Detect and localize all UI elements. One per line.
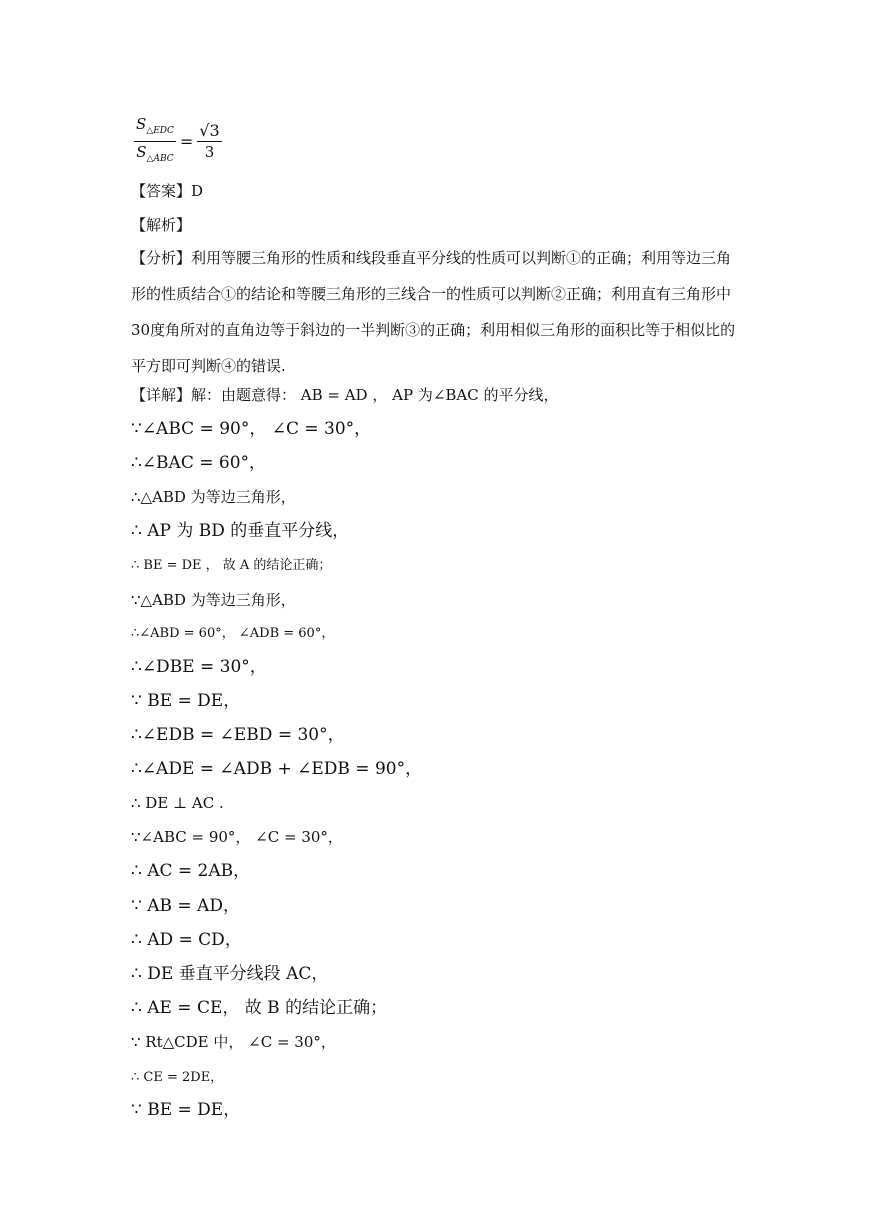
solution-line: ∵△ABD 为等边三角形， <box>131 591 296 609</box>
numerator-subscript: △EDC <box>146 126 174 136</box>
analysis-paragraph: 【分析】利用等腰三角形的性质和线段垂直平分线的性质可以判断①的正确；利用等边三角形的性质结合①的结论和等腰三角形的三线合一的性质可以判断②正确；利用直有三角形中30度角所对的直角边等于斜边的一半判断③的正确；利用相似三角形的面积比等于相似比的平方即可判断④的错误. <box>131 249 736 375</box>
solution-line: 【详解】解：由题意得： AB = AD ， AP 为∠BAC 的平分线， <box>131 386 559 404</box>
result-numerator: √3 <box>199 121 220 140</box>
area-ratio-formula <box>134 114 222 169</box>
result-fraction <box>197 121 221 162</box>
solution-line: ∴ DE ⊥ AC . <box>131 794 224 812</box>
solution-line: ∴ AD = CD， <box>131 930 242 950</box>
solution-line: ∴ AE = CE， 故 B 的结论正确； <box>131 998 388 1018</box>
solution-line: ∵∠ABC = 90°， ∠C = 30°， <box>131 419 372 439</box>
solution-line: ∴∠DBE = 30°， <box>131 657 267 677</box>
solution-line: ∴ AP 为 BD 的垂直平分线， <box>131 521 350 541</box>
result-denominator: 3 <box>204 143 215 161</box>
solution-line: ∴△ABD 为等边三角形， <box>131 488 296 506</box>
solution-line: ∵ AB = AD， <box>131 896 240 916</box>
solution-line: ∴ AC = 2AB， <box>131 861 251 881</box>
analysis-heading: 【解析】 <box>131 216 192 234</box>
equals-sign: = <box>179 132 194 151</box>
solution-line: ∴∠ADE = ∠ADB + ∠EDB = 90°， <box>131 759 423 779</box>
solution-line: ∴ BE = DE ， 故 A 的结论正确； <box>131 558 332 573</box>
solution-line: ∴∠BAC = 60°， <box>131 453 267 473</box>
solution-line: ∵ BE = DE， <box>131 691 241 711</box>
solution-line: ∵ Rt△CDE 中， ∠C = 30°， <box>131 1033 336 1051</box>
solution-line: ∴∠EDB = ∠EBD = 30°， <box>131 725 345 745</box>
solution-line: ∵∠ABC = 90°， ∠C = 30°， <box>131 828 343 846</box>
solution-line: ∴ CE = 2DE， <box>131 1070 224 1085</box>
area-ratio-fraction: $\frac{S_{\triangle EDC}}{S_{\triangle ABC}}$ <box>136 115 174 164</box>
solution-line: ∵ BE = DE， <box>131 1100 241 1120</box>
denominator-subscript: △ABC <box>146 154 174 164</box>
solution-line: ∴ DE 垂直平分线段 AC， <box>131 964 329 984</box>
solution-line: ∴∠ABD = 60°， ∠ADB = 60°， <box>131 626 335 641</box>
answer-line: 【答案】D <box>131 182 204 200</box>
